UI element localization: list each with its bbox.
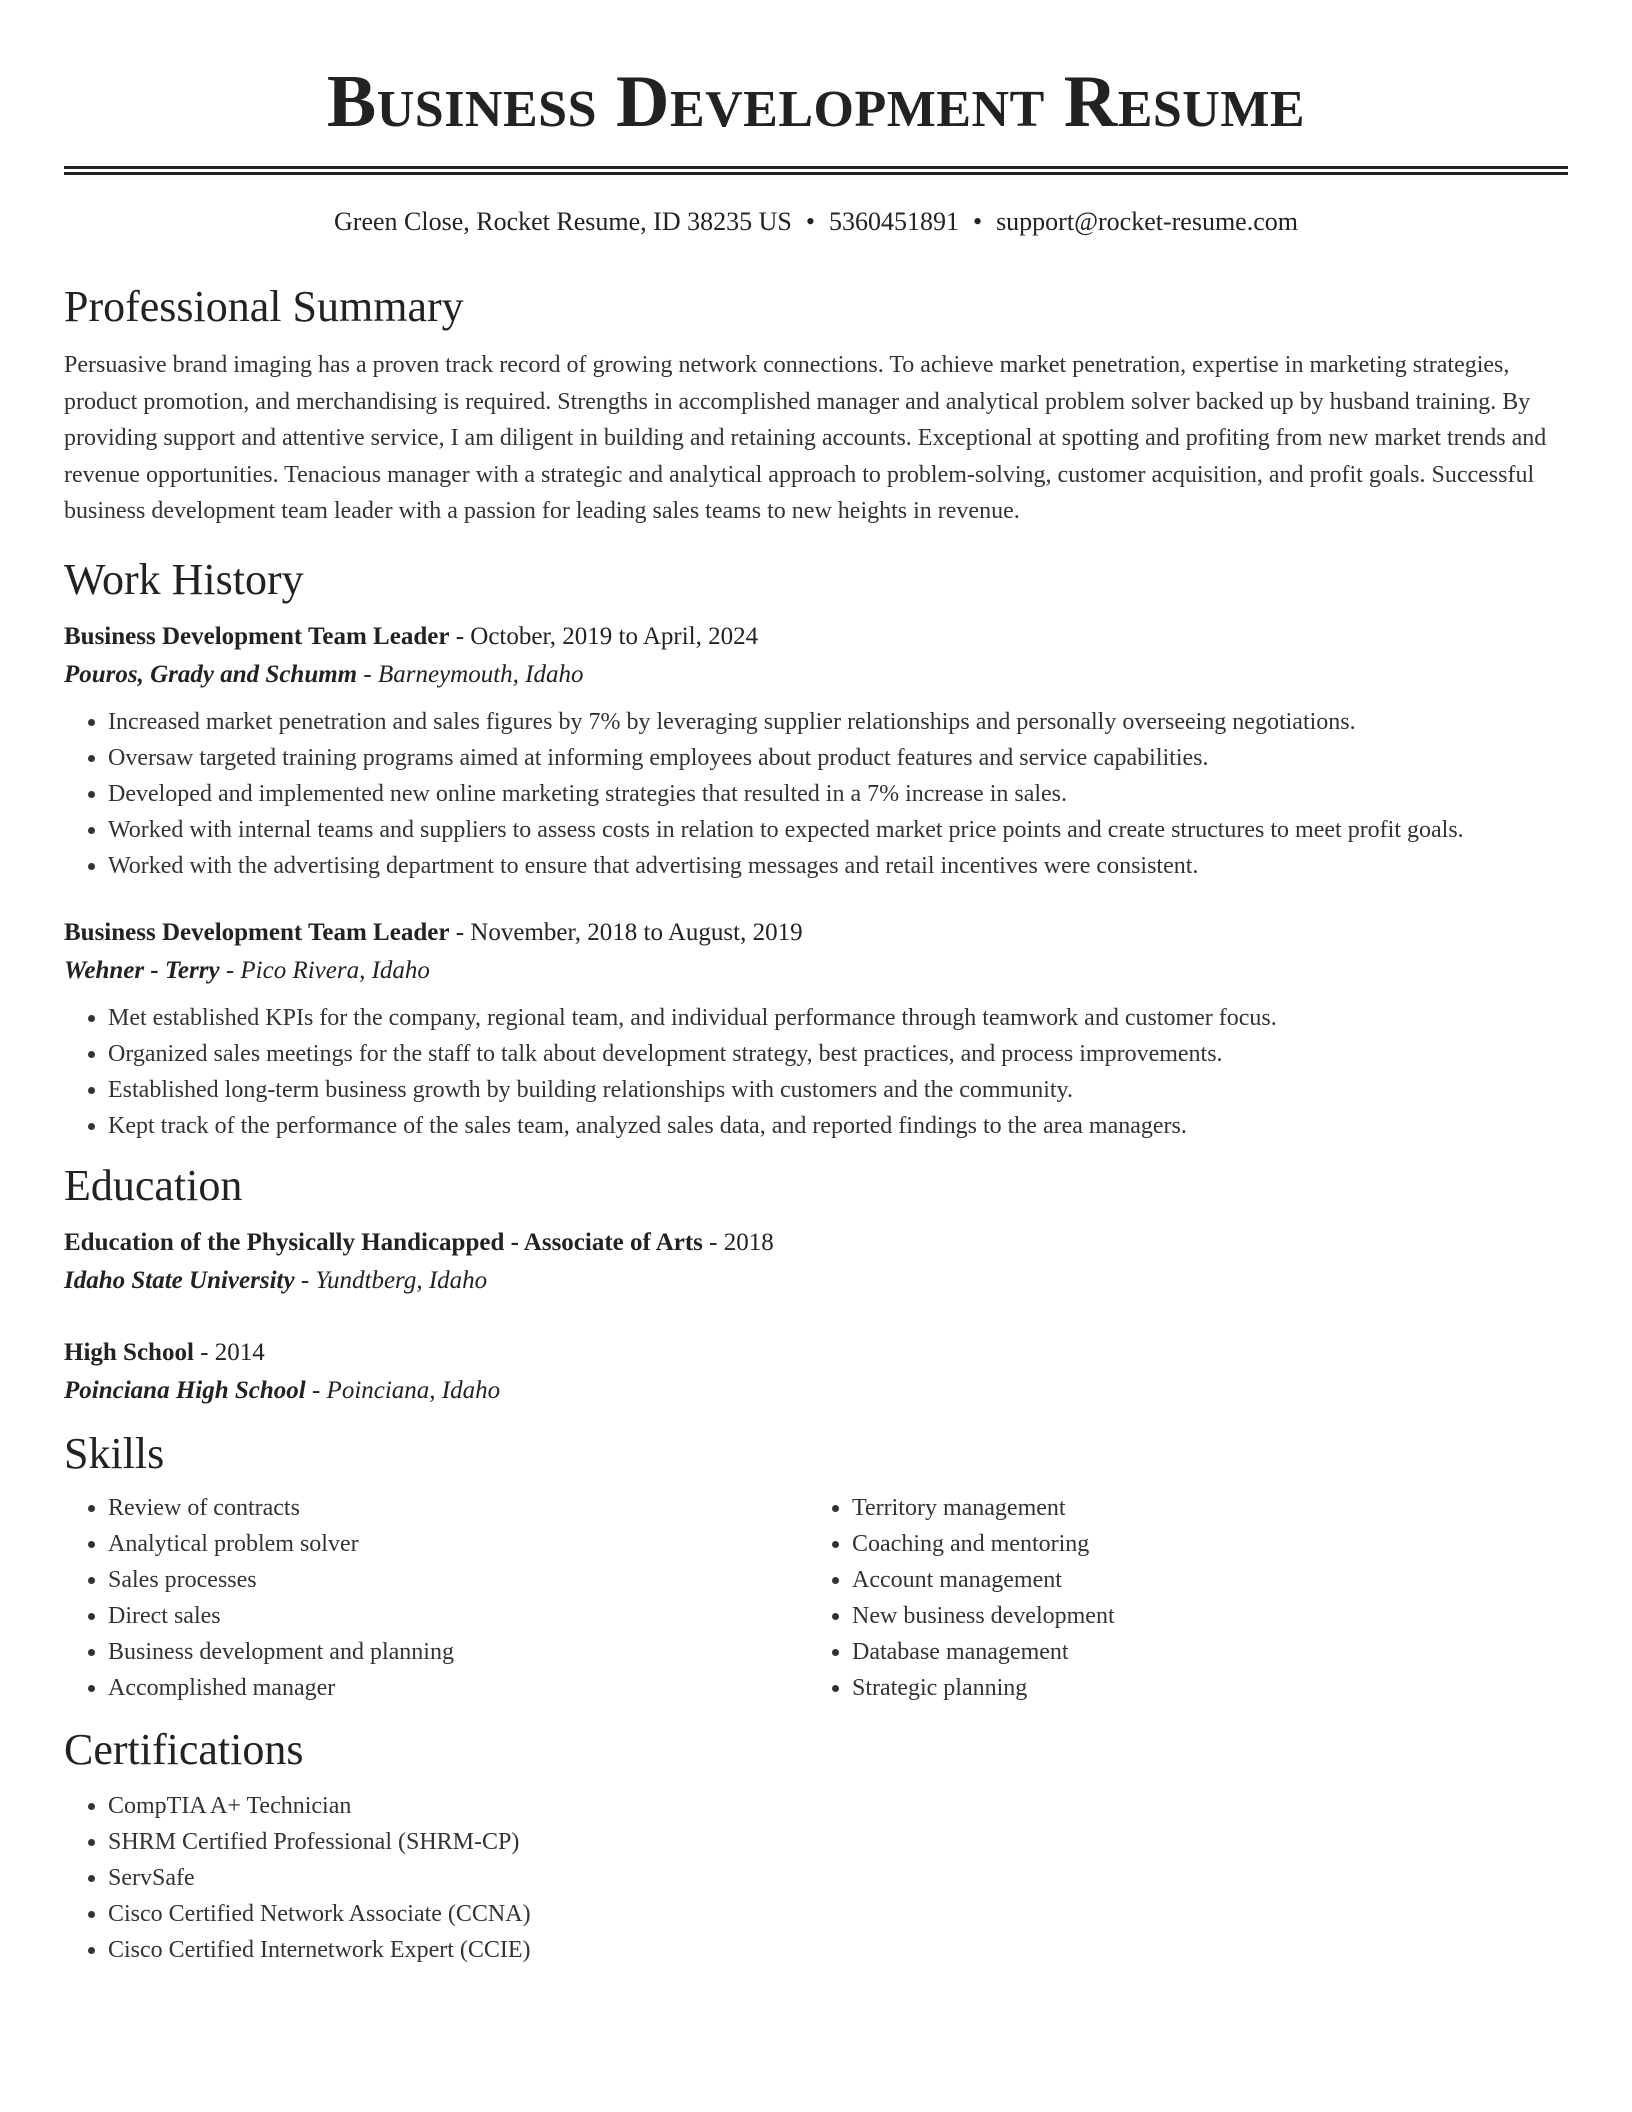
list-item: • ServSafe xyxy=(108,1860,1568,1896)
education-school-line xyxy=(64,1262,1568,1300)
list-item: • Organized sales meetings for the staff to talk about development strategy, best practices, and process improvements. xyxy=(108,1036,1568,1072)
contact-separator: • xyxy=(972,207,983,236)
list-item: • Worked with the advertising department to ensure that advertising messages and retail incentives were consistent. xyxy=(108,848,1568,884)
job-dates: - October, 2019 to April, 2024 xyxy=(449,622,759,650)
job-company: Wehner - Terry xyxy=(64,956,220,984)
education-entry xyxy=(64,1224,1568,1300)
list-item: • Cisco Certified Internetwork Expert (CCIE) xyxy=(108,1932,1568,1968)
education-location: - Yundtberg, Idaho xyxy=(294,1266,488,1294)
job-dates: - November, 2018 to August, 2019 xyxy=(449,918,803,946)
contact-line xyxy=(64,205,1568,239)
list-item: • Met established KPIs for the company, regional team, and individual performance through teamwork and customer focus. xyxy=(108,1000,1568,1036)
list-item: • Territory management xyxy=(852,1490,1552,1526)
list-item: • Business development and planning xyxy=(108,1634,808,1670)
job-location: - Barneymouth, Idaho xyxy=(357,660,584,688)
contact-phone: 5360451891 xyxy=(828,207,959,236)
job-header xyxy=(64,618,1568,656)
skills-list-left xyxy=(64,1490,808,1706)
section-heading-certifications: Certifications xyxy=(64,1724,304,1774)
list-item: • Established long-term business growth by building relationships with customers and the community. xyxy=(108,1072,1568,1108)
education-school: Idaho State University xyxy=(64,1266,295,1294)
education-header xyxy=(64,1224,1568,1262)
list-item: • Developed and implemented new online marketing strategies that resulted in a 7% increase in sales. xyxy=(108,776,1568,812)
list-item: • Cisco Certified Network Associate (CCNA) xyxy=(108,1896,1568,1932)
certifications-list xyxy=(64,1788,1568,1968)
skills-list-right xyxy=(808,1490,1552,1706)
title-double-rule xyxy=(64,166,1568,175)
job-bullet-list xyxy=(64,1000,1568,1144)
job-entry xyxy=(64,618,1568,884)
list-item: • Review of contracts xyxy=(108,1490,808,1526)
list-item: • Account management xyxy=(852,1562,1552,1598)
skills-column-left xyxy=(64,1490,808,1706)
education-school-line xyxy=(64,1372,1568,1410)
job-location: - Pico Rivera, Idaho xyxy=(219,956,430,984)
list-item: • Kept track of the performance of the sales team, analyzed sales data, and reported findings to the area managers. xyxy=(108,1108,1568,1144)
education-header xyxy=(64,1334,1568,1372)
job-employer xyxy=(64,656,1568,694)
list-item: • Worked with internal teams and suppliers to assess costs in relation to expected market price points and create structures to meet profit goals. xyxy=(108,812,1568,848)
job-bullet-list xyxy=(64,704,1568,884)
resume-title: Business Development Resume xyxy=(326,61,1306,143)
section-heading-skills: Skills xyxy=(64,1428,165,1478)
contact-address: Green Close, Rocket Resume, ID 38235 US xyxy=(334,207,792,236)
education-entry xyxy=(64,1334,1568,1410)
education-year: - 2014 xyxy=(193,1338,265,1366)
job-title: Business Development Team Leader xyxy=(64,622,450,650)
education-degree: Education of the Physically Handicapped - Associate of Arts xyxy=(64,1228,703,1256)
contact-separator: • xyxy=(805,207,815,236)
skills-columns xyxy=(64,1490,1568,1706)
list-item: • SHRM Certified Professional (SHRM-CP) xyxy=(108,1824,1568,1860)
section-heading-education: Education xyxy=(64,1160,243,1210)
list-item: • Increased market penetration and sales figures by 7% by leveraging supplier relationships and personally overseeing negotiations. xyxy=(108,704,1568,740)
job-title: Business Development Team Leader xyxy=(64,918,450,946)
list-item: • Accomplished manager xyxy=(108,1670,808,1706)
job-company: Pouros, Grady and Schumm xyxy=(64,660,358,688)
contact-email[interactable]: support@rocket-resume.com xyxy=(996,207,1298,236)
list-item: • New business development xyxy=(852,1598,1552,1634)
job-employer xyxy=(64,952,1568,990)
education-year: - 2018 xyxy=(702,1228,774,1256)
list-item: • CompTIA A+ Technician xyxy=(108,1788,1568,1824)
list-item: • Direct sales xyxy=(108,1598,808,1634)
job-entry xyxy=(64,914,1568,1144)
summary-text: Persuasive brand imaging has a proven track record of growing network connections. To achieve market penetration, expertise in marketing strategies, product promotion, and merchandising is required. Strengths in accomplished manager and analytical problem solver backed up by husband training. By providing support and attentive service, I am diligent in building and retaining accounts. Exceptional at spotting and profiting from new market trends and revenue opportunities. Tenacious manager with a strategic and analytical approach to problem-solving, customer acquisition, and profit goals. Successful business development team leader with a passion for leading sales teams to new heights in revenue. xyxy=(64,352,1547,524)
list-item: • Strategic planning xyxy=(852,1670,1552,1706)
skills-column-right xyxy=(808,1490,1552,1706)
list-item: • Coaching and mentoring xyxy=(852,1526,1552,1562)
education-degree: High School xyxy=(64,1338,194,1366)
education-school: Poinciana High School xyxy=(64,1376,306,1404)
list-item: • Oversaw targeted training programs aimed at informing employees about product features and service capabilities. xyxy=(108,740,1568,776)
section-heading-summary: Professional Summary xyxy=(64,282,464,331)
list-item: • Database management xyxy=(852,1634,1552,1670)
education-location: - Poinciana, Idaho xyxy=(305,1376,501,1404)
job-header xyxy=(64,914,1568,952)
list-item: • Sales processes xyxy=(108,1562,808,1598)
section-heading-work: Work History xyxy=(64,554,304,604)
list-item: • Analytical problem solver xyxy=(108,1526,808,1562)
